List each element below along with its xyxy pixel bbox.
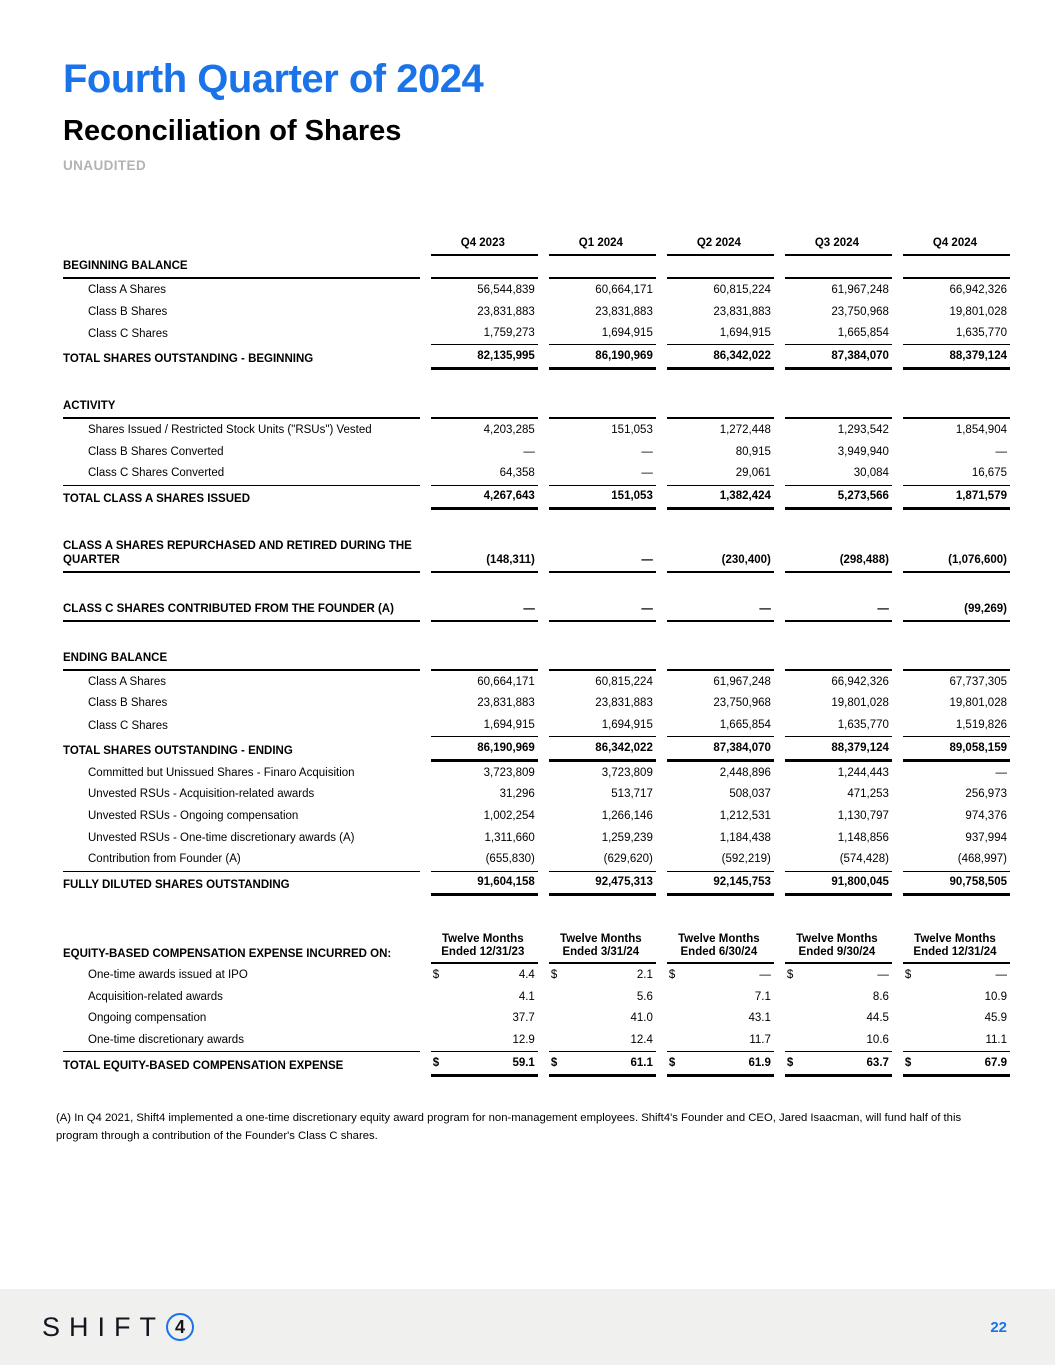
column-header: Q2 2024	[667, 233, 774, 256]
cell-value: —	[549, 573, 656, 622]
dollar-sign: $	[668, 1056, 676, 1069]
cell-value: 43.1	[748, 1012, 771, 1025]
cell-value: —	[549, 510, 656, 572]
cell-value	[785, 256, 892, 280]
table-row	[63, 256, 1010, 280]
cell-value: 256,973	[965, 788, 1007, 801]
cell-value: 88,379,124	[903, 345, 1010, 370]
cell-value: 41.0	[630, 1012, 653, 1025]
cell-value: —	[641, 445, 653, 458]
cell-value: 1,148,856	[837, 831, 889, 844]
report-header	[0, 0, 1055, 173]
cell-value: (298,488)	[785, 510, 892, 572]
row-label: Committed but Unissued Shares - Finaro Acquisition	[88, 766, 355, 779]
cell-value: 31,296	[499, 788, 535, 801]
cell-value: 937,994	[965, 831, 1007, 844]
cell-value: 3,949,940	[837, 445, 889, 458]
cell-value: (148,311)	[431, 510, 538, 572]
cell-value: 2,448,896	[719, 766, 771, 779]
cell-value: 12.9	[431, 1029, 538, 1052]
cell-value	[667, 622, 774, 671]
cell-value: 87,384,070	[785, 345, 892, 370]
cell-value: 3,723,809	[483, 766, 535, 779]
table-row	[63, 784, 1010, 806]
cell-value: 29,061	[667, 463, 774, 486]
row-label: Unvested RSUs - Ongoing compensation	[88, 809, 299, 822]
table-row	[63, 737, 1010, 762]
cell-value: $ —	[904, 968, 1007, 981]
cell-value: 1,694,915	[431, 715, 538, 738]
cell-value	[903, 256, 1010, 280]
table-row	[63, 964, 1010, 986]
cell-value: $ 67.9	[903, 1052, 1010, 1077]
cell-value	[549, 622, 656, 671]
dollar-sign: $	[550, 1056, 558, 1069]
cell-value: 8.6	[872, 990, 889, 1003]
row-label: Class B Shares Converted	[88, 445, 224, 458]
cell-value	[549, 370, 656, 419]
table-header-row	[63, 928, 1010, 964]
cell-value: $ —	[668, 968, 771, 981]
dollar-sign: $	[550, 968, 558, 981]
table-row	[63, 849, 1010, 872]
dollar-sign: $	[432, 968, 440, 981]
row-label: Class B Shares	[88, 305, 168, 318]
row-label: BEGINNING BALANCE	[63, 256, 420, 280]
cell-value: 92,475,313	[549, 872, 656, 897]
cell-value: 1,130,797	[837, 809, 889, 822]
cell-value: (655,830)	[431, 849, 538, 872]
cell-value: —	[667, 573, 774, 622]
footnote: (A) In Q4 2021, Shift4 implemented a one-time discretionary equity award program for non-management employees. Shift4's Founder and CEO, Jared Isaacman, will fund half of this program through a contribution of the Founder's Class C shares.	[56, 1111, 962, 1142]
dollar-sign: $	[786, 968, 794, 981]
column-header: Twelve Months Ended 9/30/24	[785, 928, 892, 964]
cell-value: 82,135,995	[431, 345, 538, 370]
table-row	[63, 1052, 1010, 1077]
table-row	[63, 486, 1010, 511]
cell-value: 1,871,579	[903, 486, 1010, 511]
dollar-sign: $	[432, 1056, 440, 1069]
cell-value: $ 59.1	[431, 1052, 538, 1077]
table-row	[63, 463, 1010, 486]
row-label: CLASS A SHARES REPURCHASED AND RETIRED DURING THE QUARTER	[63, 510, 420, 572]
row-label: Class A Shares	[88, 283, 166, 296]
dollar-sign: $	[904, 968, 912, 981]
cell-value: 23,831,883	[713, 305, 771, 318]
cell-value: 1,635,770	[903, 323, 1010, 346]
cell-value: —	[523, 445, 535, 458]
cell-value	[549, 256, 656, 280]
column-header: Twelve Months Ended 6/30/24	[667, 928, 774, 964]
row-label: Shares Issued / Restricted Stock Units ("RSUs") Vested	[88, 423, 372, 436]
cell-value: 1,694,915	[549, 715, 656, 738]
cell-value	[903, 370, 1010, 419]
cell-value: 19,801,028	[949, 305, 1007, 318]
shift4-logo	[42, 1312, 194, 1343]
cell-value: 90,758,505	[903, 872, 1010, 897]
cell-value: 37.7	[512, 1012, 535, 1025]
shares-reconciliation-table	[52, 233, 1021, 896]
cell-value: (230,400)	[667, 510, 774, 572]
cell-value: 508,037	[729, 788, 771, 801]
cell-value: 61,967,248	[831, 283, 889, 296]
table-row	[63, 622, 1010, 671]
cell-value: 23,831,883	[595, 305, 653, 318]
table-row	[63, 279, 1010, 301]
cell-value: 5.6	[636, 990, 653, 1003]
cell-value: 61,967,248	[713, 675, 771, 688]
row-label: One-time awards issued at IPO	[88, 968, 248, 981]
cell-value: 66,942,326	[831, 675, 889, 688]
column-header: Q1 2024	[549, 233, 656, 256]
table-row	[63, 693, 1010, 715]
cell-value: 60,664,171	[595, 283, 653, 296]
page-number: 22	[990, 1318, 1007, 1336]
row-label: Unvested RSUs - One-time discretionary awards (A)	[88, 831, 355, 844]
cell-value	[431, 622, 538, 671]
row-label: Contribution from Founder (A)	[63, 849, 420, 872]
cell-value: $ 4.4	[432, 968, 535, 981]
cell-value: —	[431, 573, 538, 622]
table-header-label	[63, 233, 420, 256]
row-label: Class B Shares	[88, 697, 168, 710]
cell-value: 1,519,826	[903, 715, 1010, 738]
cell-value: (99,269)	[903, 573, 1010, 622]
cell-value: 1,694,915	[667, 323, 774, 346]
table-row	[63, 872, 1010, 897]
cell-value: 1,759,273	[431, 323, 538, 346]
cell-value: 92,145,753	[667, 872, 774, 897]
column-header: Q4 2024	[903, 233, 1010, 256]
cell-value: 1,244,443	[837, 766, 889, 779]
cell-value: —	[995, 445, 1007, 458]
row-label: TOTAL EQUITY-BASED COMPENSATION EXPENSE	[63, 1059, 344, 1072]
table-row	[63, 715, 1010, 738]
cell-value: 44.5	[866, 1012, 889, 1025]
cell-value: 45.9	[984, 1012, 1007, 1025]
table-row	[63, 345, 1010, 370]
page-title: Fourth Quarter of 2024	[63, 57, 484, 101]
row-label: TOTAL SHARES OUTSTANDING - BEGINNING	[63, 352, 314, 365]
cell-value: 80,915	[735, 445, 771, 458]
table-row	[63, 805, 1010, 827]
row-label: Acquisition-related awards	[88, 990, 223, 1003]
cell-value: (592,219)	[667, 849, 774, 872]
cell-value: 1,665,854	[667, 715, 774, 738]
cell-value: 1,272,448	[719, 423, 771, 436]
cell-value: 3,723,809	[601, 766, 653, 779]
cell-value: 151,053	[549, 486, 656, 511]
cell-value: $ 61.1	[549, 1052, 656, 1077]
cell-value	[785, 370, 892, 419]
table-row	[63, 441, 1010, 463]
table-header-label: EQUITY-BASED COMPENSATION EXPENSE INCURRED ON:	[63, 948, 392, 961]
cell-value: 23,831,883	[595, 697, 653, 710]
cell-value: (468,997)	[903, 849, 1010, 872]
cell-value: 1,184,438	[719, 831, 771, 844]
cell-value: 7.1	[754, 990, 771, 1003]
table-row	[63, 827, 1010, 849]
cell-value: 23,750,968	[713, 697, 771, 710]
cell-value: 4,203,285	[483, 423, 535, 436]
cell-value: 64,358	[431, 463, 538, 486]
table-row	[63, 301, 1010, 323]
cell-value: 151,053	[611, 423, 653, 436]
cell-value	[903, 622, 1010, 671]
table-row	[63, 419, 1010, 441]
table-row	[63, 1029, 1010, 1052]
cell-value: 60,815,224	[713, 283, 771, 296]
cell-value	[785, 622, 892, 671]
row-label: Class C Shares Converted	[63, 463, 420, 486]
column-header: Q4 2023	[431, 233, 538, 256]
cell-value: 30,084	[785, 463, 892, 486]
cell-value: 86,342,022	[549, 737, 656, 762]
cell-value: 86,190,969	[549, 345, 656, 370]
cell-value: $ 63.7	[785, 1052, 892, 1077]
cell-value: 12.4	[549, 1029, 656, 1052]
cell-value: 11.7	[667, 1029, 774, 1052]
row-label: CLASS C SHARES CONTRIBUTED FROM THE FOUNDER (A)	[63, 573, 420, 622]
table-row	[63, 986, 1010, 1008]
column-header: Twelve Months Ended 12/31/23	[431, 928, 538, 964]
row-label: ACTIVITY	[63, 370, 420, 419]
cell-value: 67,737,305	[949, 675, 1007, 688]
cell-value: 89,058,159	[903, 737, 1010, 762]
cell-value: 1,635,770	[785, 715, 892, 738]
cell-value: 1,311,660	[484, 831, 535, 844]
cell-value: 1,266,146	[601, 809, 653, 822]
cell-value: 66,942,326	[949, 283, 1007, 296]
cell-value: 1,293,542	[837, 423, 889, 436]
cell-value: —	[549, 463, 656, 486]
cell-value: 86,342,022	[667, 345, 774, 370]
cell-value: 19,801,028	[949, 697, 1007, 710]
cell-value: 1,259,239	[601, 831, 653, 844]
cell-value: 10.6	[785, 1029, 892, 1052]
row-label: Unvested RSUs - Acquisition-related awards	[88, 788, 315, 801]
cell-value: 60,664,171	[477, 675, 535, 688]
cell-value: 23,831,883	[477, 697, 535, 710]
cell-value: 471,253	[847, 788, 889, 801]
cell-value: 60,815,224	[595, 675, 653, 688]
cell-value: 974,376	[965, 809, 1007, 822]
cell-value: 87,384,070	[667, 737, 774, 762]
cell-value: 1,382,424	[667, 486, 774, 511]
row-label: Class C Shares	[88, 720, 168, 733]
cell-value: 10.9	[984, 990, 1007, 1003]
column-header: Twelve Months Ended 3/31/24	[549, 928, 656, 964]
cell-value: 23,831,883	[477, 305, 535, 318]
row-label: Ongoing compensation	[88, 1012, 207, 1025]
dollar-sign: $	[668, 968, 676, 981]
unaudited-label: UNAUDITED	[63, 157, 147, 173]
cell-value: $ 61.9	[667, 1052, 774, 1077]
cell-value: 23,750,968	[831, 305, 889, 318]
row-label: Class A Shares	[88, 675, 166, 688]
row-label: ENDING BALANCE	[63, 622, 420, 671]
table-row	[63, 323, 1010, 346]
cell-value	[431, 256, 538, 280]
cell-value	[431, 370, 538, 419]
cell-value: (574,428)	[785, 849, 892, 872]
table-header-row	[63, 233, 1010, 256]
cell-value: 1,694,915	[549, 323, 656, 346]
cell-value: 1,212,531	[719, 809, 771, 822]
cell-value: $ —	[786, 968, 889, 981]
cell-value: 91,800,045	[785, 872, 892, 897]
table-row	[63, 671, 1010, 693]
cell-value: 86,190,969	[431, 737, 538, 762]
cell-value: —	[995, 766, 1007, 779]
page-subtitle: Reconciliation of Shares	[63, 115, 402, 147]
dollar-sign: $	[786, 1056, 794, 1069]
cell-value: 91,604,158	[431, 872, 538, 897]
row-label: TOTAL CLASS A SHARES ISSUED	[63, 493, 251, 506]
row-label: One-time discretionary awards	[63, 1029, 420, 1052]
cell-value: 11.1	[903, 1029, 1010, 1052]
logo-text: SHIFT	[42, 1311, 165, 1342]
cell-value: 1,665,854	[785, 323, 892, 346]
cell-value: 1,854,904	[955, 423, 1007, 436]
cell-value: $ 2.1	[550, 968, 653, 981]
column-header: Q3 2024	[785, 233, 892, 256]
cell-value: (1,076,600)	[903, 510, 1010, 572]
cell-value: 4.1	[518, 990, 535, 1003]
table-row	[63, 1008, 1010, 1030]
row-label: FULLY DILUTED SHARES OUTSTANDING	[63, 879, 290, 892]
report-body	[0, 233, 1055, 1145]
table-row	[63, 510, 1010, 572]
cell-value: 19,801,028	[831, 697, 889, 710]
cell-value: 88,379,124	[785, 737, 892, 762]
cell-value: 4,267,643	[431, 486, 538, 511]
table-row	[63, 370, 1010, 419]
cell-value: 513,717	[611, 788, 653, 801]
logo-circle-4-icon	[166, 1313, 194, 1341]
row-label: Class C Shares	[88, 328, 168, 341]
logo-digit: 4	[174, 1316, 185, 1337]
cell-value: 1,002,254	[483, 809, 535, 822]
table-row	[63, 573, 1010, 622]
cell-value: 56,544,839	[477, 283, 535, 296]
cell-value: —	[785, 573, 892, 622]
cell-value: 16,675	[903, 463, 1010, 486]
row-label: TOTAL SHARES OUTSTANDING - ENDING	[63, 744, 293, 757]
cell-value: 5,273,566	[785, 486, 892, 511]
equity-compensation-expense-table	[52, 928, 1021, 1077]
page-footer	[0, 1289, 1055, 1365]
cell-value: (629,620)	[549, 849, 656, 872]
dollar-sign: $	[904, 1056, 912, 1069]
table-row	[63, 762, 1010, 784]
cell-value	[667, 370, 774, 419]
column-header: Twelve Months Ended 12/31/24	[903, 928, 1010, 964]
cell-value	[667, 256, 774, 280]
